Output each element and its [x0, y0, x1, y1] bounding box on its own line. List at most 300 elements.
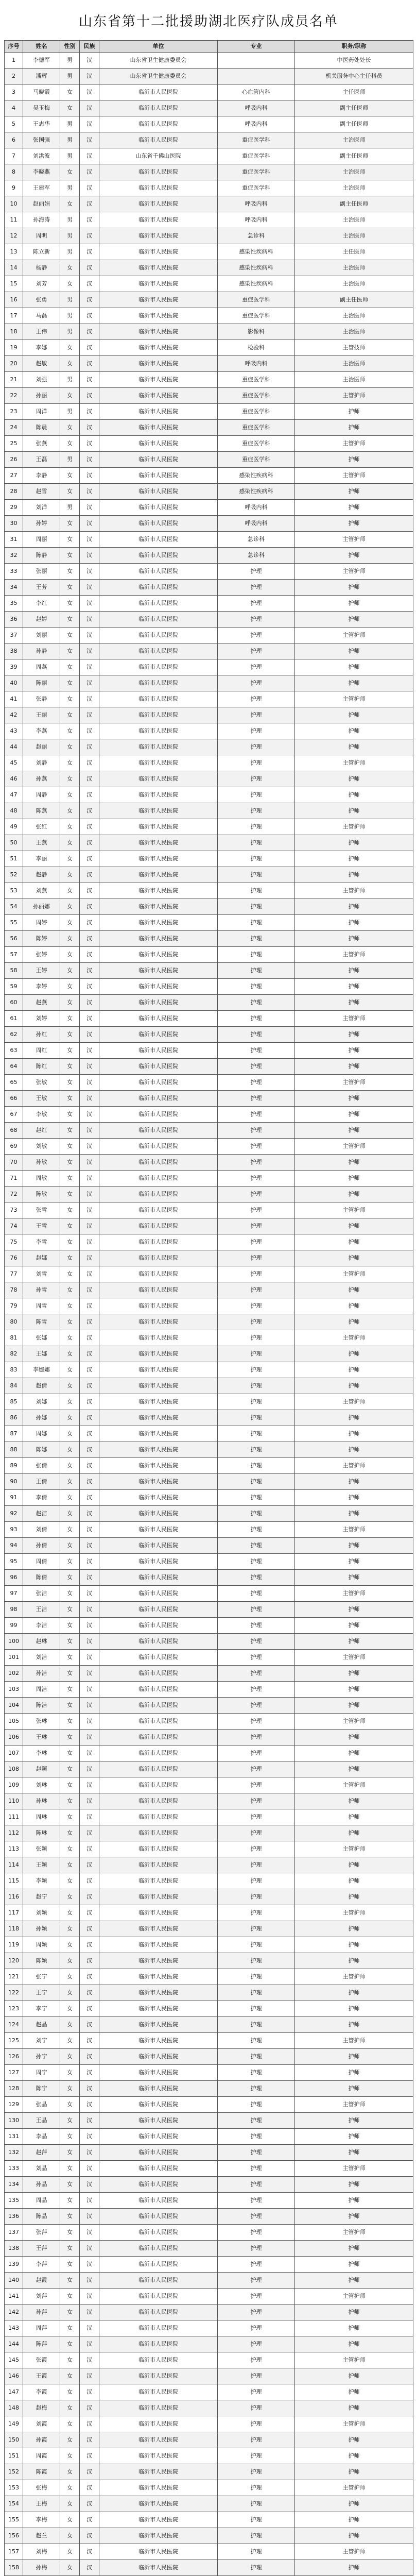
cell-title: 护师 — [295, 2384, 413, 2400]
cell-specialty: 护理 — [218, 1314, 295, 1330]
cell-gender: 女 — [60, 260, 80, 276]
cell-title: 副主任医师 — [295, 196, 413, 212]
cell-title: 护师 — [295, 1730, 413, 1745]
cell-unit: 临沂市人民医院 — [99, 2352, 218, 2368]
cell-unit: 临沂市人民医院 — [99, 1059, 218, 1075]
cell-specialty: 护理 — [218, 1666, 295, 1682]
cell-title: 护师 — [295, 643, 413, 659]
cell-gender: 女 — [60, 739, 80, 755]
cell-index: 41 — [5, 691, 23, 707]
cell-ethnicity: 汉 — [80, 1107, 99, 1123]
cell-title: 主治医师 — [295, 132, 413, 148]
cell-name: 王伟 — [23, 324, 60, 340]
cell-name: 刘强 — [23, 372, 60, 388]
cell-gender: 女 — [60, 2448, 80, 2464]
cell-unit: 临沂市人民医院 — [99, 1985, 218, 2001]
cell-index: 49 — [5, 819, 23, 835]
cell-gender: 女 — [60, 1378, 80, 1394]
table-row — [5, 548, 413, 564]
table-row — [5, 1139, 413, 1155]
table-row — [5, 148, 413, 164]
cell-index: 16 — [5, 292, 23, 308]
cell-title: 护师 — [295, 1745, 413, 1761]
cell-unit: 临沂市人民医院 — [99, 1554, 218, 1570]
cell-index: 23 — [5, 404, 23, 420]
cell-ethnicity: 汉 — [80, 1218, 99, 1234]
table-row — [5, 707, 413, 723]
table-row — [5, 1586, 413, 1602]
cell-ethnicity: 汉 — [80, 164, 99, 180]
cell-title: 护师 — [295, 899, 413, 915]
cell-title: 护师 — [295, 1761, 413, 1777]
cell-name: 赵静 — [23, 867, 60, 883]
cell-ethnicity: 汉 — [80, 1650, 99, 1666]
cell-index: 96 — [5, 1570, 23, 1586]
cell-gender: 女 — [60, 1953, 80, 1969]
cell-ethnicity: 汉 — [80, 2560, 99, 2576]
cell-title: 护师 — [295, 1123, 413, 1139]
cell-ethnicity: 汉 — [80, 755, 99, 771]
cell-unit: 临沂市人民医院 — [99, 340, 218, 356]
cell-name: 刘洪波 — [23, 148, 60, 164]
cell-title: 护师 — [295, 1682, 413, 1698]
cell-ethnicity: 汉 — [80, 2097, 99, 2113]
cell-name: 陈晶 — [23, 2209, 60, 2225]
cell-gender: 女 — [60, 2512, 80, 2528]
cell-unit: 临沂市人民医院 — [99, 100, 218, 116]
cell-ethnicity: 汉 — [80, 643, 99, 659]
cell-name: 李红 — [23, 596, 60, 612]
cell-unit: 临沂市人民医院 — [99, 2225, 218, 2241]
cell-ethnicity: 汉 — [80, 2384, 99, 2400]
cell-unit: 临沂市人民医院 — [99, 2177, 218, 2193]
cell-specialty: 影像科 — [218, 324, 295, 340]
cell-unit: 临沂市人民医院 — [99, 2464, 218, 2480]
cell-specialty: 呼吸内科 — [218, 356, 295, 372]
cell-ethnicity: 汉 — [80, 1761, 99, 1777]
cell-name: 孙宁 — [23, 2049, 60, 2065]
cell-name: 李德军 — [23, 53, 60, 69]
cell-gender: 女 — [60, 1602, 80, 1618]
col-header-name: 姓名 — [23, 41, 60, 53]
cell-title: 主治医师 — [295, 372, 413, 388]
cell-title: 副主任医师 — [295, 292, 413, 308]
cell-index: 97 — [5, 1586, 23, 1602]
cell-unit: 临沂市人民医院 — [99, 2065, 218, 2081]
table-row — [5, 2097, 413, 2113]
cell-unit: 临沂市人民医院 — [99, 212, 218, 228]
cell-index: 15 — [5, 276, 23, 292]
table-row — [5, 1394, 413, 1410]
cell-gender: 女 — [60, 2129, 80, 2145]
table-row — [5, 1506, 413, 1522]
cell-specialty: 护理 — [218, 1921, 295, 1937]
cell-ethnicity: 汉 — [80, 995, 99, 1011]
cell-specialty: 护理 — [218, 2352, 295, 2368]
cell-title: 护师 — [295, 1155, 413, 1171]
cell-gender: 女 — [60, 2352, 80, 2368]
cell-title: 主管护师 — [295, 564, 413, 580]
cell-index: 63 — [5, 1043, 23, 1059]
cell-unit: 临沂市人民医院 — [99, 84, 218, 100]
cell-index: 110 — [5, 1793, 23, 1809]
table-row — [5, 1777, 413, 1793]
cell-specialty: 护理 — [218, 995, 295, 1011]
cell-specialty: 护理 — [218, 2304, 295, 2320]
cell-index: 26 — [5, 452, 23, 468]
cell-gender: 女 — [60, 2017, 80, 2033]
cell-specialty: 护理 — [218, 2320, 295, 2336]
cell-name: 孙雪 — [23, 1282, 60, 1298]
cell-ethnicity: 汉 — [80, 1745, 99, 1761]
cell-ethnicity: 汉 — [80, 867, 99, 883]
cell-unit: 临沂市人民医院 — [99, 164, 218, 180]
cell-specialty: 护理 — [218, 2129, 295, 2145]
cell-ethnicity: 汉 — [80, 468, 99, 484]
cell-ethnicity: 汉 — [80, 2081, 99, 2097]
cell-index: 149 — [5, 2416, 23, 2432]
cell-specialty: 护理 — [218, 1107, 295, 1123]
cell-ethnicity: 汉 — [80, 2225, 99, 2241]
cell-specialty: 护理 — [218, 739, 295, 755]
cell-unit: 临沂市人民医院 — [99, 1043, 218, 1059]
table-row — [5, 292, 413, 308]
cell-ethnicity: 汉 — [80, 1873, 99, 1889]
cell-ethnicity: 汉 — [80, 1250, 99, 1266]
cell-unit: 临沂市人民医院 — [99, 1634, 218, 1650]
cell-index: 48 — [5, 803, 23, 819]
cell-name: 刘燕 — [23, 883, 60, 899]
cell-name: 陈婷 — [23, 931, 60, 947]
cell-gender: 女 — [60, 468, 80, 484]
cell-gender: 女 — [60, 867, 80, 883]
cell-unit: 临沂市人民医院 — [99, 1330, 218, 1346]
cell-gender: 男 — [60, 500, 80, 516]
cell-ethnicity: 汉 — [80, 1793, 99, 1809]
table-row — [5, 308, 413, 324]
cell-gender: 女 — [60, 2400, 80, 2416]
cell-gender: 女 — [60, 100, 80, 116]
cell-ethnicity: 汉 — [80, 1490, 99, 1506]
cell-specialty: 护理 — [218, 1650, 295, 1666]
table-row — [5, 1873, 413, 1889]
cell-title: 护师 — [295, 404, 413, 420]
cell-gender: 女 — [60, 755, 80, 771]
cell-ethnicity: 汉 — [80, 596, 99, 612]
cell-index: 100 — [5, 1634, 23, 1650]
cell-gender: 女 — [60, 1618, 80, 1634]
cell-index: 29 — [5, 500, 23, 516]
cell-index: 39 — [5, 659, 23, 675]
cell-gender: 女 — [60, 2496, 80, 2512]
cell-unit: 临沂市人民医院 — [99, 1378, 218, 1394]
cell-specialty: 护理 — [218, 1586, 295, 1602]
cell-gender: 女 — [60, 1043, 80, 1059]
cell-name: 李颖 — [23, 1873, 60, 1889]
cell-name: 张霞 — [23, 2352, 60, 2368]
cell-gender: 男 — [60, 180, 80, 196]
cell-index: 10 — [5, 196, 23, 212]
cell-gender: 女 — [60, 1969, 80, 1985]
cell-ethnicity: 汉 — [80, 1059, 99, 1075]
cell-gender: 女 — [60, 1298, 80, 1314]
cell-index: 81 — [5, 1330, 23, 1346]
table-row — [5, 1346, 413, 1362]
cell-title: 护师 — [295, 1554, 413, 1570]
cell-title: 护师 — [295, 2177, 413, 2193]
cell-title: 主管护师 — [295, 2289, 413, 2304]
cell-title: 护师 — [295, 1362, 413, 1378]
cell-specialty: 重症医学科 — [218, 420, 295, 436]
cell-ethnicity: 汉 — [80, 1155, 99, 1171]
cell-specialty: 护理 — [218, 1266, 295, 1282]
members-table — [4, 40, 413, 2576]
cell-index: 129 — [5, 2097, 23, 2113]
cell-unit: 临沂市人民医院 — [99, 1969, 218, 1985]
cell-gender: 女 — [60, 1522, 80, 1538]
cell-specialty: 重症医学科 — [218, 308, 295, 324]
cell-index: 32 — [5, 548, 23, 564]
cell-ethnicity: 汉 — [80, 180, 99, 196]
table-row — [5, 628, 413, 643]
cell-ethnicity: 汉 — [80, 1187, 99, 1202]
col-header-index: 序号 — [5, 41, 23, 53]
cell-index: 58 — [5, 963, 23, 979]
table-row — [5, 1250, 413, 1266]
cell-specialty: 呼吸内科 — [218, 100, 295, 116]
cell-specialty: 感染性疾病科 — [218, 276, 295, 292]
cell-specialty — [218, 53, 295, 69]
cell-index: 115 — [5, 1873, 23, 1889]
cell-index: 18 — [5, 324, 23, 340]
cell-title: 护师 — [295, 2528, 413, 2544]
cell-title: 护师 — [295, 2560, 413, 2576]
table-row — [5, 340, 413, 356]
cell-specialty: 护理 — [218, 1282, 295, 1298]
cell-gender: 女 — [60, 164, 80, 180]
cell-index: 128 — [5, 2081, 23, 2097]
cell-index: 154 — [5, 2496, 23, 2512]
cell-index: 118 — [5, 1921, 23, 1937]
cell-gender: 男 — [60, 53, 80, 69]
cell-index: 42 — [5, 707, 23, 723]
cell-name: 孙娜 — [23, 1410, 60, 1426]
cell-gender: 女 — [60, 707, 80, 723]
table-row — [5, 883, 413, 899]
cell-name: 陈萍 — [23, 2336, 60, 2352]
cell-specialty: 护理 — [218, 2528, 295, 2544]
cell-gender: 女 — [60, 1426, 80, 1442]
cell-unit: 临沂市人民医院 — [99, 260, 218, 276]
cell-name: 王雪 — [23, 1218, 60, 1234]
cell-specialty: 心血管内科 — [218, 84, 295, 100]
cell-index: 3 — [5, 84, 23, 100]
table-row — [5, 771, 413, 787]
cell-name: 李萍 — [23, 2257, 60, 2273]
cell-gender: 男 — [60, 404, 80, 420]
cell-gender: 女 — [60, 979, 80, 995]
cell-ethnicity: 汉 — [80, 2336, 99, 2352]
cell-index: 84 — [5, 1378, 23, 1394]
cell-name: 张雪 — [23, 1202, 60, 1218]
cell-title: 机关服务中心主任科员 — [295, 69, 413, 84]
table-row — [5, 867, 413, 883]
page-title: 山东省第十二批援助湖北医疗队成员名单 — [78, 13, 338, 29]
cell-gender: 女 — [60, 1554, 80, 1570]
cell-gender: 男 — [60, 212, 80, 228]
cell-name: 李霞 — [23, 2384, 60, 2400]
cell-specialty: 护理 — [218, 835, 295, 851]
cell-index: 40 — [5, 675, 23, 691]
cell-specialty: 护理 — [218, 1298, 295, 1314]
cell-name: 周倩 — [23, 1554, 60, 1570]
cell-title: 护师 — [295, 771, 413, 787]
cell-name: 陈倩 — [23, 1570, 60, 1586]
cell-index: 37 — [5, 628, 23, 643]
cell-title: 主任医师 — [295, 84, 413, 100]
cell-name: 孙婷 — [23, 516, 60, 532]
cell-specialty: 护理 — [218, 1841, 295, 1857]
cell-name: 陈燕 — [23, 803, 60, 819]
cell-gender: 女 — [60, 2177, 80, 2193]
table-row — [5, 1059, 413, 1075]
cell-unit: 临沂市人民医院 — [99, 244, 218, 260]
cell-index: 71 — [5, 1171, 23, 1187]
cell-unit: 临沂市人民医院 — [99, 1234, 218, 1250]
cell-index: 82 — [5, 1346, 23, 1362]
cell-title: 护师 — [295, 675, 413, 691]
cell-specialty: 护理 — [218, 2368, 295, 2384]
cell-title: 主管护师 — [295, 388, 413, 404]
cell-ethnicity: 汉 — [80, 1953, 99, 1969]
cell-ethnicity: 汉 — [80, 196, 99, 212]
cell-specialty: 护理 — [218, 1825, 295, 1841]
cell-gender: 女 — [60, 596, 80, 612]
cell-specialty: 护理 — [218, 1570, 295, 1586]
cell-specialty: 护理 — [218, 596, 295, 612]
cell-index: 59 — [5, 979, 23, 995]
cell-title: 副主任医师 — [295, 116, 413, 132]
table-row — [5, 931, 413, 947]
cell-index: 130 — [5, 2113, 23, 2129]
cell-gender: 男 — [60, 372, 80, 388]
cell-index: 55 — [5, 915, 23, 931]
cell-title: 护师 — [295, 1538, 413, 1554]
cell-title: 主治医师 — [295, 180, 413, 196]
cell-gender: 女 — [60, 2193, 80, 2209]
cell-name: 刘洁 — [23, 1650, 60, 1666]
cell-name: 王丽 — [23, 707, 60, 723]
cell-title: 主管护师 — [295, 1075, 413, 1091]
cell-title: 主管护师 — [295, 1841, 413, 1857]
table-row — [5, 2001, 413, 2017]
cell-specialty: 重症医学科 — [218, 452, 295, 468]
cell-title: 护师 — [295, 612, 413, 628]
cell-index: 1 — [5, 53, 23, 69]
table-row — [5, 739, 413, 755]
cell-title: 护师 — [295, 1809, 413, 1825]
cell-gender: 女 — [60, 2464, 80, 2480]
cell-unit: 临沂市人民医院 — [99, 691, 218, 707]
cell-specialty: 护理 — [218, 1634, 295, 1650]
cell-index: 139 — [5, 2257, 23, 2273]
cell-ethnicity: 汉 — [80, 1522, 99, 1538]
table-row — [5, 356, 413, 372]
table-row — [5, 2177, 413, 2193]
table-row — [5, 1650, 413, 1666]
header-row — [5, 41, 413, 53]
cell-ethnicity: 汉 — [80, 372, 99, 388]
cell-ethnicity: 汉 — [80, 628, 99, 643]
cell-index: 89 — [5, 1458, 23, 1474]
cell-ethnicity: 汉 — [80, 739, 99, 755]
cell-index: 27 — [5, 468, 23, 484]
cell-ethnicity: 汉 — [80, 2145, 99, 2161]
cell-ethnicity: 汉 — [80, 1602, 99, 1618]
cell-title: 主任医师 — [295, 244, 413, 260]
cell-ethnicity: 汉 — [80, 69, 99, 84]
cell-unit: 临沂市人民医院 — [99, 484, 218, 500]
cell-unit: 临沂市人民医院 — [99, 564, 218, 580]
table-row — [5, 2225, 413, 2241]
cell-index: 98 — [5, 1602, 23, 1618]
cell-name: 孙洁 — [23, 1666, 60, 1682]
cell-index: 46 — [5, 771, 23, 787]
cell-specialty: 护理 — [218, 1522, 295, 1538]
cell-specialty: 护理 — [218, 2560, 295, 2576]
cell-ethnicity: 汉 — [80, 1969, 99, 1985]
cell-unit: 临沂市人民医院 — [99, 2145, 218, 2161]
cell-unit: 临沂市人民医院 — [99, 819, 218, 835]
cell-ethnicity: 汉 — [80, 1282, 99, 1298]
cell-specialty: 护理 — [218, 1155, 295, 1171]
cell-name: 孙琳 — [23, 1793, 60, 1809]
table-row — [5, 643, 413, 659]
cell-index: 121 — [5, 1969, 23, 1985]
cell-name: 王敏 — [23, 1091, 60, 1107]
cell-name: 王颖 — [23, 1857, 60, 1873]
cell-title: 护师 — [295, 1442, 413, 1458]
cell-index: 8 — [5, 164, 23, 180]
cell-title: 护师 — [295, 1107, 413, 1123]
cell-unit: 临沂市人民医院 — [99, 2017, 218, 2033]
cell-ethnicity: 汉 — [80, 1027, 99, 1043]
table-row — [5, 2544, 413, 2560]
cell-index: 114 — [5, 1857, 23, 1873]
cell-specialty: 护理 — [218, 803, 295, 819]
cell-specialty: 护理 — [218, 1618, 295, 1634]
cell-specialty: 感染性疾病科 — [218, 484, 295, 500]
cell-unit: 临沂市人民医院 — [99, 2416, 218, 2432]
table-row — [5, 53, 413, 69]
cell-name: 陈丽 — [23, 675, 60, 691]
cell-title: 护师 — [295, 1474, 413, 1490]
cell-title: 主管护师 — [295, 2097, 413, 2113]
cell-gender: 女 — [60, 723, 80, 739]
cell-specialty: 护理 — [218, 899, 295, 915]
cell-unit: 临沂市人民医院 — [99, 1841, 218, 1857]
cell-name: 张倩 — [23, 1458, 60, 1474]
cell-index: 77 — [5, 1266, 23, 1282]
cell-name: 周萍 — [23, 2320, 60, 2336]
cell-gender: 男 — [60, 308, 80, 324]
cell-index: 132 — [5, 2145, 23, 2161]
table-row — [5, 1570, 413, 1586]
table-row — [5, 2464, 413, 2480]
cell-gender: 女 — [60, 388, 80, 404]
table-row — [5, 84, 413, 100]
cell-ethnicity: 汉 — [80, 2049, 99, 2065]
